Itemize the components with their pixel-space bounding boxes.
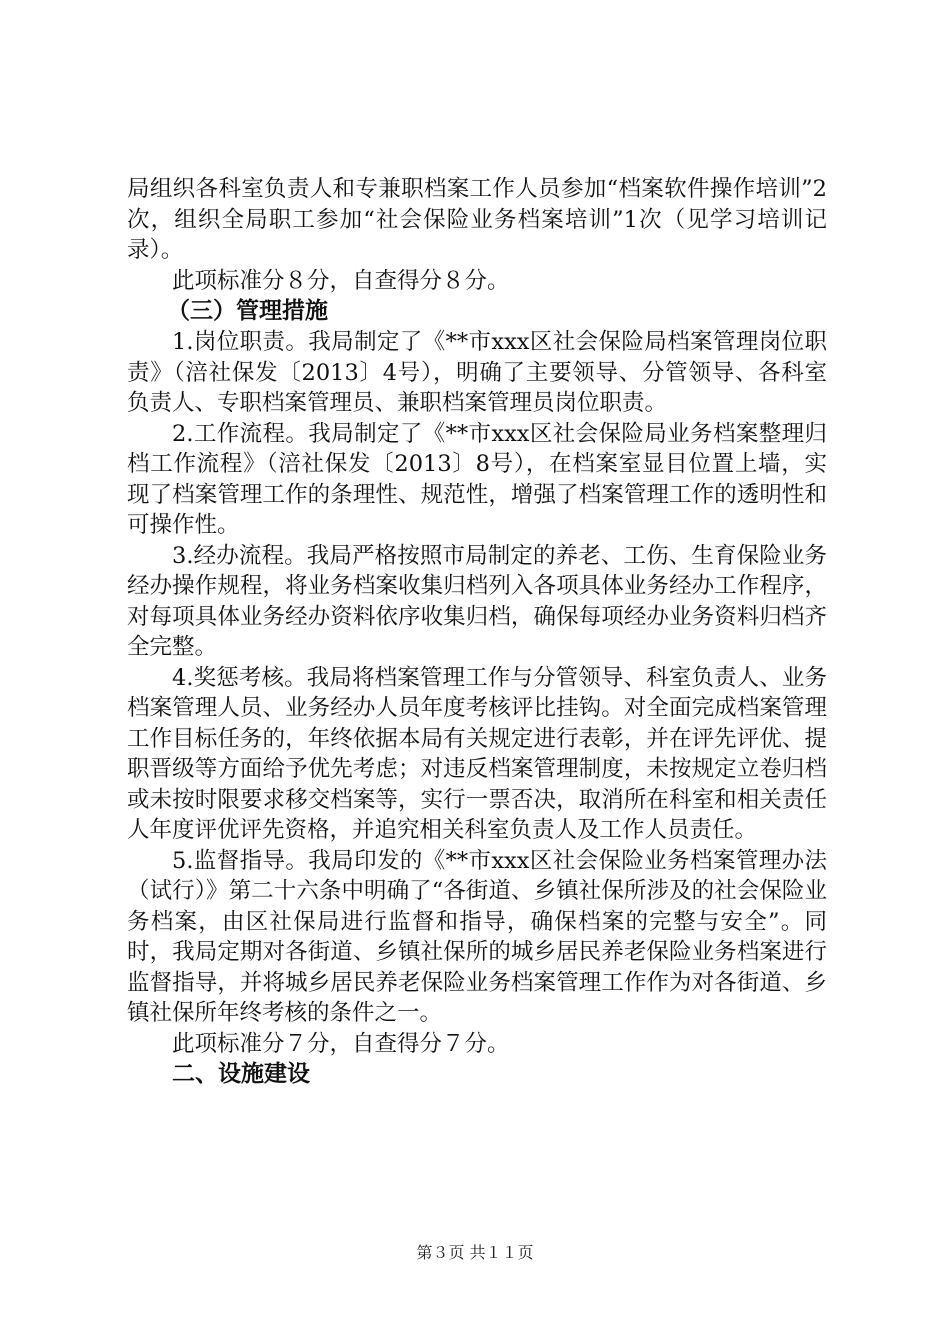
paragraph-training-continuation: 局组织各科室负责人和专兼职档案工作人员参加“档案软件操作培训”2次，组织全局职工参加“社会保险业务档案培训”1次（见学习培训记录）。 — [127, 176, 827, 263]
section-heading-management-measures: （三）管理措施 — [167, 298, 328, 324]
paragraph-score-section-3: 此项标准分７分，自查得分７分。 — [172, 1030, 510, 1057]
paragraph-score-section-2: 此项标准分８分，自查得分８分。 — [172, 267, 510, 294]
paragraph-workflow: 2.工作流程。我局制定了《**市xxx区社会保险局业务档案整理归档工作流程》（涪社保发〔2013〕8号），在档案室显目位置上墙，实现了档案管理工作的条理性、规范性，增强了档案管理工作的透明性和可操作性。 — [127, 420, 827, 538]
page-footer: 第３页 共１１页 — [416, 1243, 534, 1262]
section-heading-facilities: 二、设施建设 — [172, 1061, 310, 1087]
paragraph-post-responsibilities: 1.岗位职责。我局制定了《**市xxx区社会保险局档案管理岗位职责》（涪社保发〔2013〕4号），明确了主要领导、分管领导、各科室负责人、专职档案管理员、兼职档案管理员岗位职责。 — [127, 329, 827, 416]
paragraph-rewards-penalties: 4.奖惩考核。我局将档案管理工作与分管领导、科室负责人、业务档案管理人员、业务经办人员年度考核评比挂钩。对全面完成档案管理工作目标任务的，年终依据本局有关规定进行表彰，并在评先评优、提职晋级等方面给予优先考虑；对违反档案管理制度，未按规定立卷归档或未按时限要求移交档案等，实行一票否决，取消所在科室和相关责任人年度评优评先资格，并追究相关科室负责人及工作人员责任。 — [127, 664, 827, 843]
paragraph-handling-process: 3.经办流程。我局严格按照市局制定的养老、工伤、生育保险业务经办操作规程，将业务档案收集归档列入各项具体业务经办工作程序，对每项具体业务经办资料依序收集归档，确保每项经办业务资料归档齐全完整。 — [127, 542, 827, 660]
document-body — [127, 174, 827, 1090]
paragraph-supervision: 5.监督指导。我局印发的《**市xxx区社会保险业务档案管理办法（试行）》第二十六条中明确了“各街道、乡镇社保所涉及的社会保险业务档案，由区社保局进行监督和指导，确保档案的完整与安全”。同时，我局定期对各街道、乡镇社保所的城乡居民养老保险业务档案进行监督指导，并将城乡居民养老保险业务档案管理工作作为对各街道、乡镇社保所年终考核的条件之一。 — [127, 847, 827, 1026]
